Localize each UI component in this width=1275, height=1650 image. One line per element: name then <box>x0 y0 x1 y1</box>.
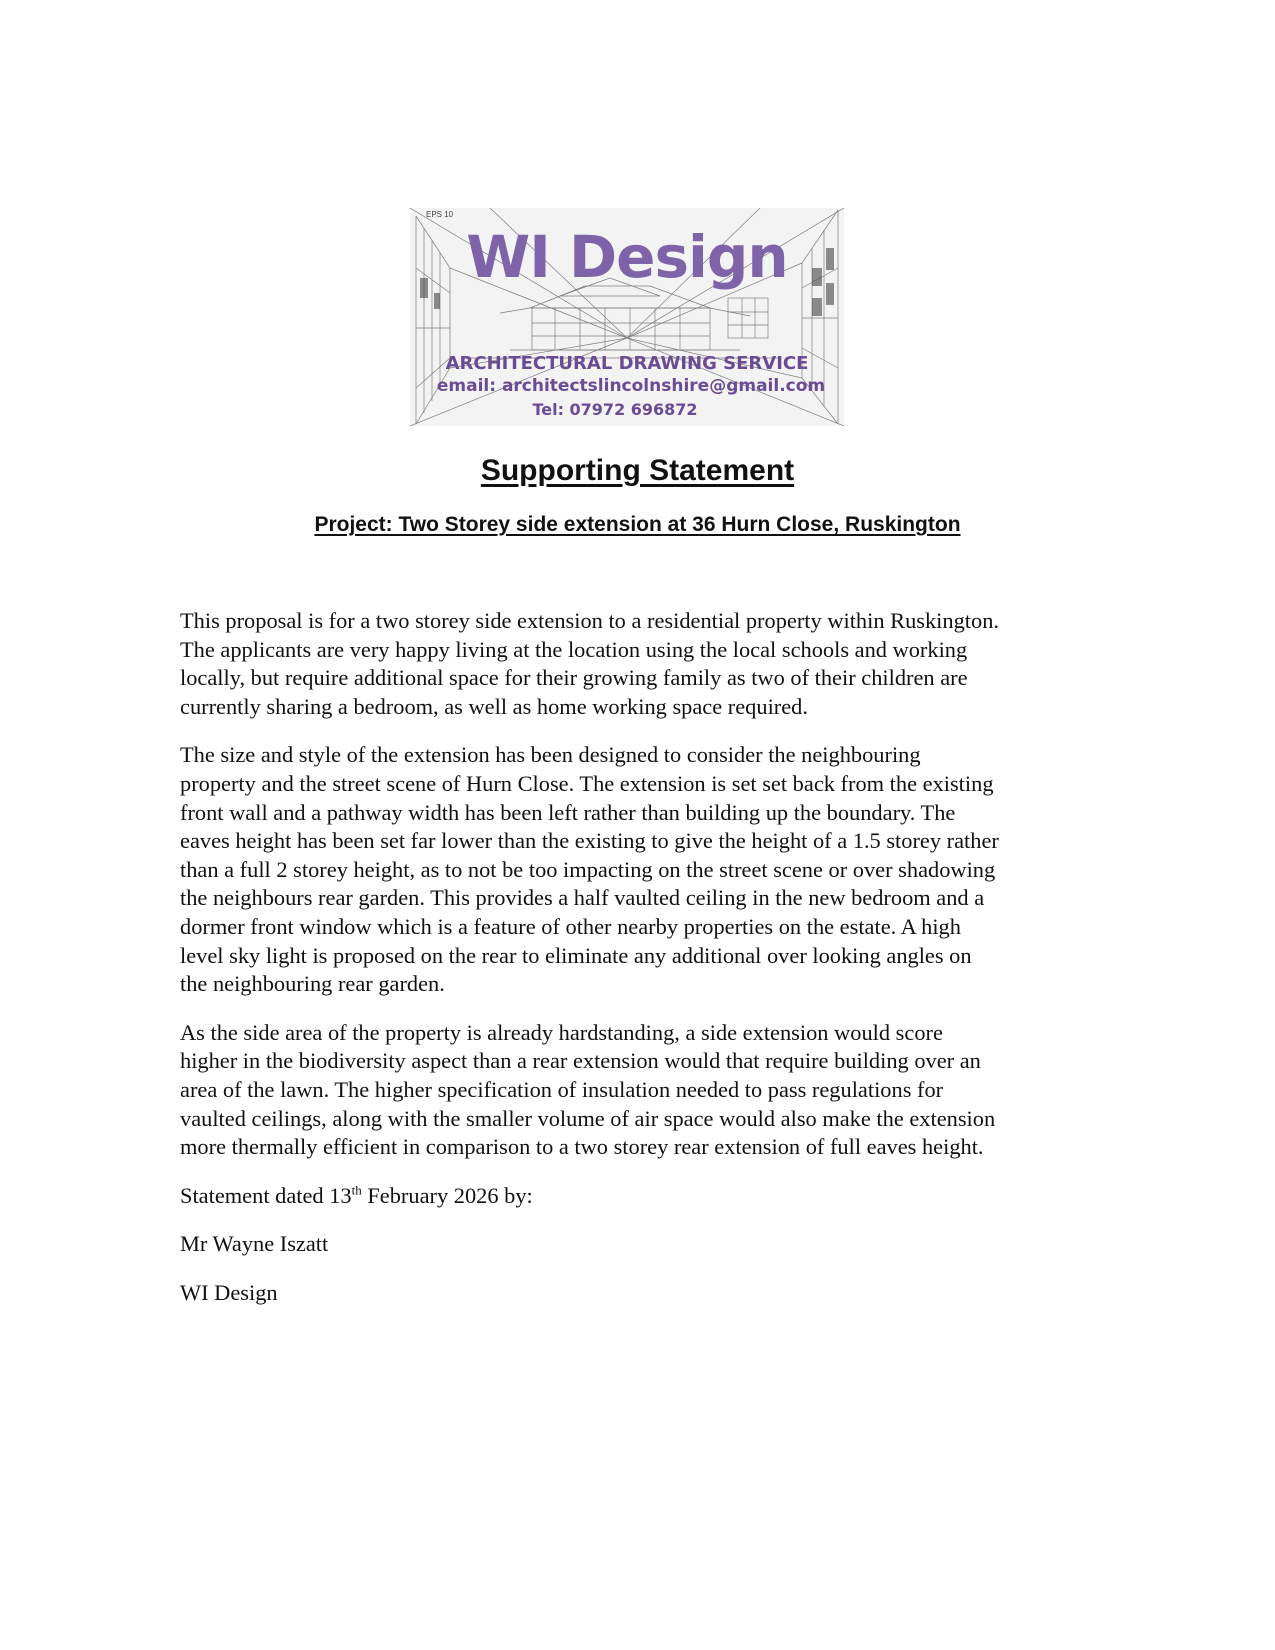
statement-date <box>180 1182 1100 1211</box>
logo-service-text: ARCHITECTURAL DRAWING SERVICE <box>445 353 809 374</box>
company-logo <box>410 208 844 426</box>
project-subtitle: Project: Two Storey side extension at 36 Hurn Close, Ruskington <box>314 513 961 536</box>
paragraph-biodiversity: As the side area of the property is already hardstanding, a side extension would score higher in the biodiversity aspect than a rear extension would that require building over an area of the lawn. The higher specification of insulation needed to pass regulations for vaulted ceilings, along with the smaller volume of air space would also make the extension more thermally efficient in comparison to a two storey rear extension of full eaves height. <box>180 1019 996 1160</box>
signatory-name: Mr Wayne Iszatt <box>180 1231 329 1257</box>
statement-date-ordinal: th <box>351 1182 362 1198</box>
statement-body <box>180 607 1100 1327</box>
company-name: WI Design <box>180 1279 278 1305</box>
statement-date-rest: February 2026 by: <box>361 1182 533 1208</box>
logo-email-text: email: architectslincolnshire@gmail.com <box>436 376 826 396</box>
paragraph-design: The size and style of the extension has been designed to consider the neighbouring property and the street scene of Hurn Close. The extension is set set back from the existing front wall and a pathway width has been left rather than building up the boundary. The eaves height has been set far lower than the existing to give the height of a 1.5 storey rather than a full 2 storey height, as to not be too impacting on the street scene or over shadowing the neighbours rear garden. This provides a half vaulted ceiling in the new bedroom and a dormer front window which is a feature of other nearby properties on the estate. A high level sky light is proposed on the rear to eliminate any additional over looking angles on the neighbouring rear garden. <box>180 742 999 997</box>
eps-mark: EPS 10 <box>426 210 454 219</box>
statement-date-prefix: Statement dated 13 <box>180 1182 352 1208</box>
logo-telephone-text: Tel: 07972 696872 <box>532 400 698 419</box>
paragraph-proposal: This proposal is for a two storey side extension to a residential property within Ruskington. The applicants are very happy living at the location using the local schools and working locally, but require additional space for their growing family as two of their children are currently sharing a bedroom, as well as home working space required. <box>180 608 999 719</box>
logo-brand-name: WI Design <box>466 223 788 291</box>
document-title: Supporting Statement <box>480 454 795 487</box>
